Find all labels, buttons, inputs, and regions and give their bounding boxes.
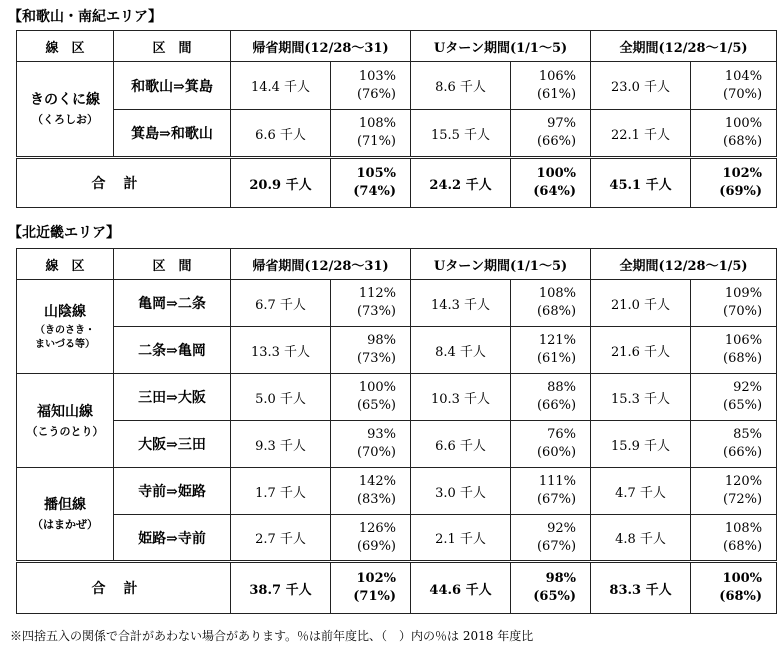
- kisei-passengers: 5.0 千人: [231, 374, 331, 421]
- all-ratio: 109% (70%): [691, 280, 777, 327]
- total-kisei-ratio: 102% (71%): [331, 562, 411, 614]
- total-uturn-passengers: 24.2 千人: [411, 158, 511, 208]
- all-ratio: 85% (66%): [691, 421, 777, 468]
- kisei-ratio: 103% (76%): [331, 62, 411, 110]
- kisei-ratio: 126% (69%): [331, 515, 411, 562]
- kisei-passengers: 2.7 千人: [231, 515, 331, 562]
- uturn-passengers: 10.3 千人: [411, 374, 511, 421]
- total-uturn-ratio: 100% (64%): [511, 158, 591, 208]
- kisei-passengers: 1.7 千人: [231, 468, 331, 515]
- header-uturn: Uターン期間(1/1～5): [411, 31, 591, 62]
- section-name: 寺前⇒姫路: [114, 468, 231, 515]
- uturn-ratio: 111% (67%): [511, 468, 591, 515]
- header-line: 線 区: [17, 31, 114, 62]
- all-passengers: 22.1 千人: [591, 110, 691, 158]
- train-name: （くろしお）: [32, 113, 98, 127]
- total-kisei-passengers: 38.7 千人: [231, 562, 331, 614]
- all-ratio: 104% (70%): [691, 62, 777, 110]
- wakayama-table: [16, 30, 777, 208]
- kisei-passengers: 14.4 千人: [231, 62, 331, 110]
- kisei-ratio: 108% (71%): [331, 110, 411, 158]
- kitakinki-table: [16, 248, 777, 614]
- uturn-ratio: 76% (60%): [511, 421, 591, 468]
- kisei-passengers: 9.3 千人: [231, 421, 331, 468]
- total-kisei-passengers: 20.9 千人: [231, 158, 331, 208]
- kisei-ratio: 142% (83%): [331, 468, 411, 515]
- all-passengers: 15.9 千人: [591, 421, 691, 468]
- kisei-ratio: 112% (73%): [331, 280, 411, 327]
- line-name: 福知山線: [37, 403, 93, 420]
- total-kisei-ratio: 105% (74%): [331, 158, 411, 208]
- uturn-passengers: 15.5 千人: [411, 110, 511, 158]
- line-cell: [17, 280, 114, 374]
- uturn-passengers: 8.6 千人: [411, 62, 511, 110]
- section-name: 大阪⇒三田: [114, 421, 231, 468]
- footnote: ※四捨五入の関係で合計があわない場合があります。％は前年度比、（ ）内の％は 2018 年度比: [10, 629, 534, 643]
- section-name: 姫路⇒寺前: [114, 515, 231, 562]
- kisei-ratio: 100% (65%): [331, 374, 411, 421]
- section-name: 二条⇒亀岡: [114, 327, 231, 374]
- kisei-ratio: 93% (70%): [331, 421, 411, 468]
- total-all-passengers: 83.3 千人: [591, 562, 691, 614]
- all-ratio: 108% (68%): [691, 515, 777, 562]
- uturn-passengers: 14.3 千人: [411, 280, 511, 327]
- kitakinki-area-title: 【北近畿エリア】: [8, 225, 120, 241]
- line-name: 山陰線: [44, 304, 86, 321]
- header-all: 全期間(12/28～1/5): [591, 31, 777, 62]
- kisei-passengers: 6.7 千人: [231, 280, 331, 327]
- all-ratio: 92% (65%): [691, 374, 777, 421]
- header-all: 全期間(12/28～1/5): [591, 249, 777, 280]
- section-name: 箕島⇒和歌山: [114, 110, 231, 158]
- train-name: （こうのとり）: [26, 424, 104, 438]
- total-label: 合計: [17, 562, 231, 614]
- section-name: 和歌山⇒箕島: [114, 62, 231, 110]
- total-uturn-ratio: 98% (65%): [511, 562, 591, 614]
- uturn-ratio: 88% (66%): [511, 374, 591, 421]
- kisei-passengers: 13.3 千人: [231, 327, 331, 374]
- uturn-passengers: 3.0 千人: [411, 468, 511, 515]
- all-passengers: 21.6 千人: [591, 327, 691, 374]
- line-name: 播但線: [44, 497, 86, 513]
- all-ratio: 100% (68%): [691, 110, 777, 158]
- uturn-ratio: 106% (61%): [511, 62, 591, 110]
- all-passengers: 4.8 千人: [591, 515, 691, 562]
- uturn-ratio: 121% (61%): [511, 327, 591, 374]
- all-passengers: 23.0 千人: [591, 62, 691, 110]
- header-line: 線 区: [17, 249, 114, 280]
- line-name: きのくに線: [30, 92, 100, 108]
- train-name-cont: まいづる等）: [35, 338, 95, 350]
- all-ratio: 120% (72%): [691, 468, 777, 515]
- all-passengers: 21.0 千人: [591, 280, 691, 327]
- section-name: 三田⇒大阪: [114, 374, 231, 421]
- total-all-passengers: 45.1 千人: [591, 158, 691, 208]
- uturn-passengers: 6.6 千人: [411, 421, 511, 468]
- total-label: 合計: [17, 158, 231, 208]
- header-kisei: 帰省期間(12/28～31): [231, 249, 411, 280]
- total-all-ratio: 100% (68%): [691, 562, 777, 614]
- uturn-passengers: 8.4 千人: [411, 327, 511, 374]
- all-passengers: 4.7 千人: [591, 468, 691, 515]
- header-uturn: Uターン期間(1/1～5): [411, 249, 591, 280]
- header-kisei: 帰省期間(12/28～31): [231, 31, 411, 62]
- all-ratio: 106% (68%): [691, 327, 777, 374]
- total-uturn-passengers: 44.6 千人: [411, 562, 511, 614]
- kisei-ratio: 98% (73%): [331, 327, 411, 374]
- line-cell: [17, 374, 114, 468]
- all-passengers: 15.3 千人: [591, 374, 691, 421]
- line-cell: [17, 62, 114, 158]
- uturn-ratio: 97% (66%): [511, 110, 591, 158]
- uturn-passengers: 2.1 千人: [411, 515, 511, 562]
- uturn-ratio: 108% (68%): [511, 280, 591, 327]
- train-name: （はまかぜ）: [32, 518, 98, 532]
- header-section: 区 間: [114, 249, 231, 280]
- train-name: （きのさき・: [35, 324, 95, 336]
- header-section: 区 間: [114, 31, 231, 62]
- section-name: 亀岡⇒二条: [114, 280, 231, 327]
- uturn-ratio: 92% (67%): [511, 515, 591, 562]
- total-all-ratio: 102% (69%): [691, 158, 777, 208]
- line-cell: [17, 468, 114, 562]
- kisei-passengers: 6.6 千人: [231, 110, 331, 158]
- wakayama-area-title: 【和歌山・南紀エリア】: [8, 9, 162, 25]
